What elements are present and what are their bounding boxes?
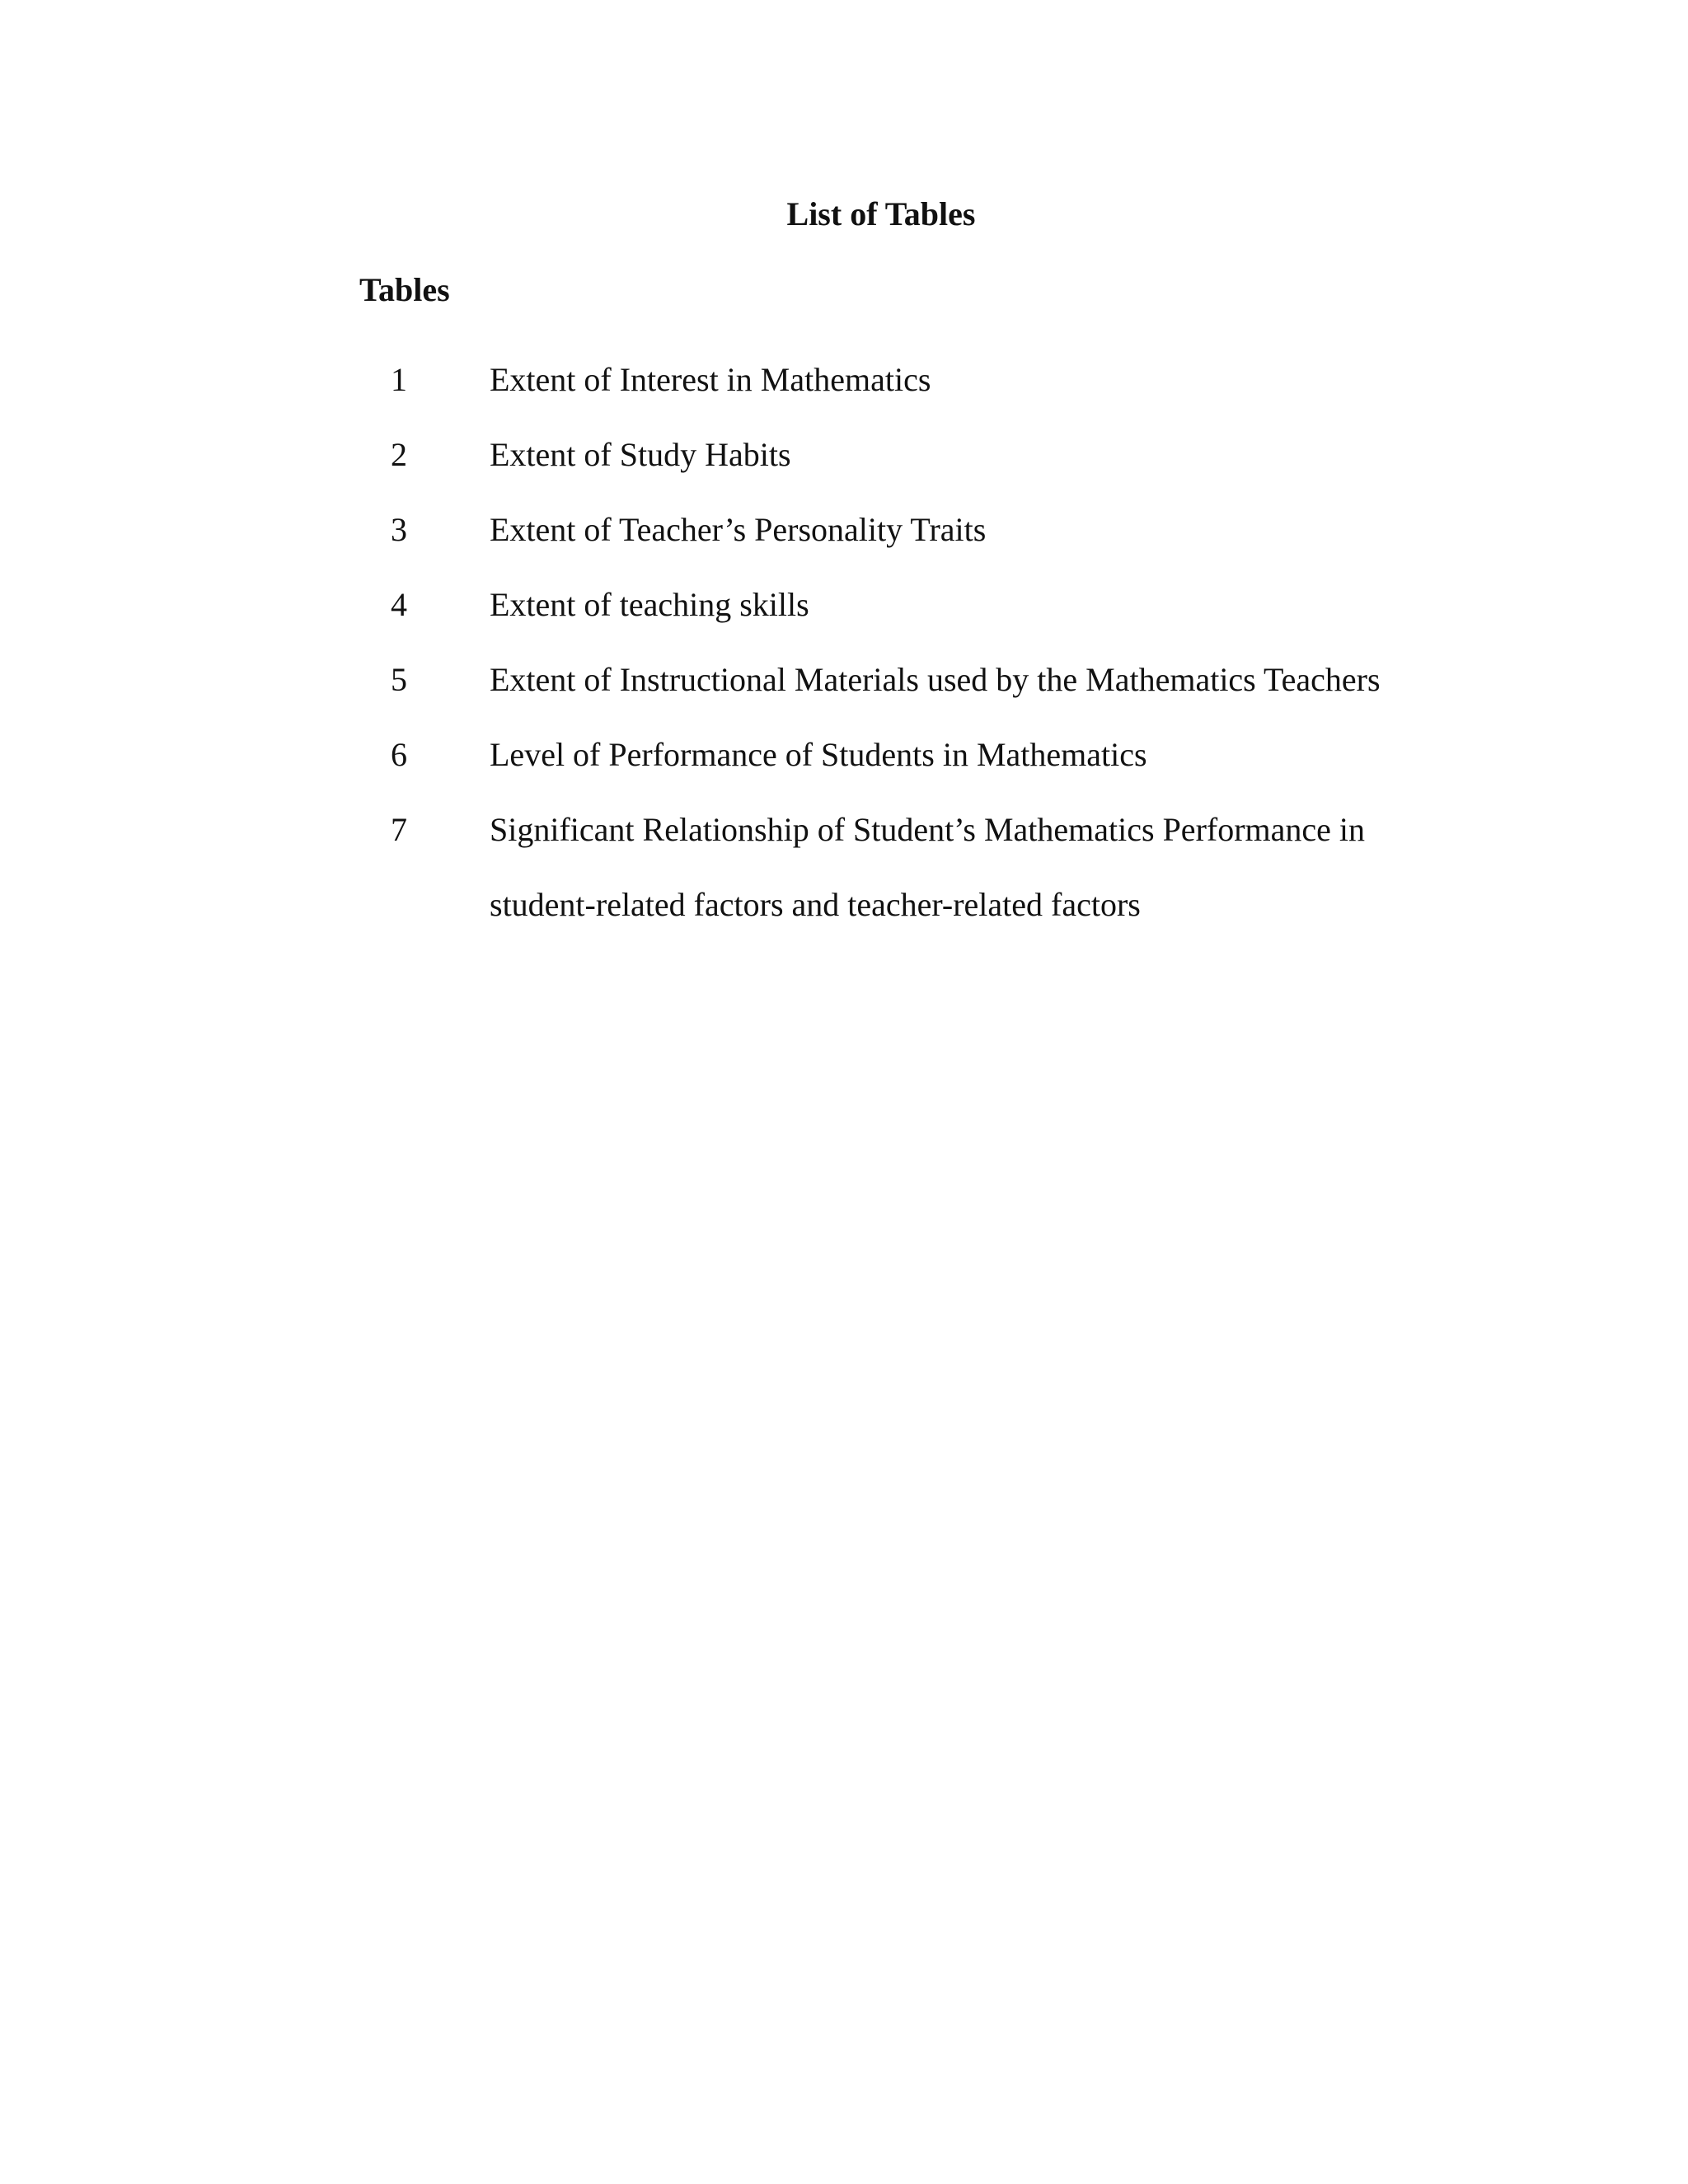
table-number: 4 [391,586,407,623]
table-caption: Extent of Study Habits [490,436,791,473]
table-caption: Significant Relationship of Student’s Mathematics Performance in student-related factors and teacher-related factors [490,811,1366,923]
list-item [359,492,1431,567]
list-item [359,567,1431,642]
table-number: 3 [391,511,407,548]
list-item [359,342,1431,417]
table-number: 6 [391,736,407,773]
table-list [359,342,1431,942]
page-title: List of Tables [786,195,976,232]
table-number: 7 [391,811,407,848]
section-heading: Tables [359,271,450,308]
list-item [359,417,1431,492]
table-number: 2 [391,436,407,473]
list-item [359,792,1431,942]
table-number: 5 [391,661,407,698]
table-number: 1 [391,361,407,398]
list-item [359,717,1431,792]
table-caption: Extent of Teacher’s Personality Traits [490,511,987,548]
table-caption: Extent of Interest in Mathematics [490,361,931,398]
table-caption: Level of Performance of Students in Mathematics [490,736,1147,773]
table-caption: Extent of Instructional Materials used by the Mathematics Teachers [490,661,1381,698]
list-item [359,642,1431,717]
table-caption: Extent of teaching skills [490,586,809,623]
